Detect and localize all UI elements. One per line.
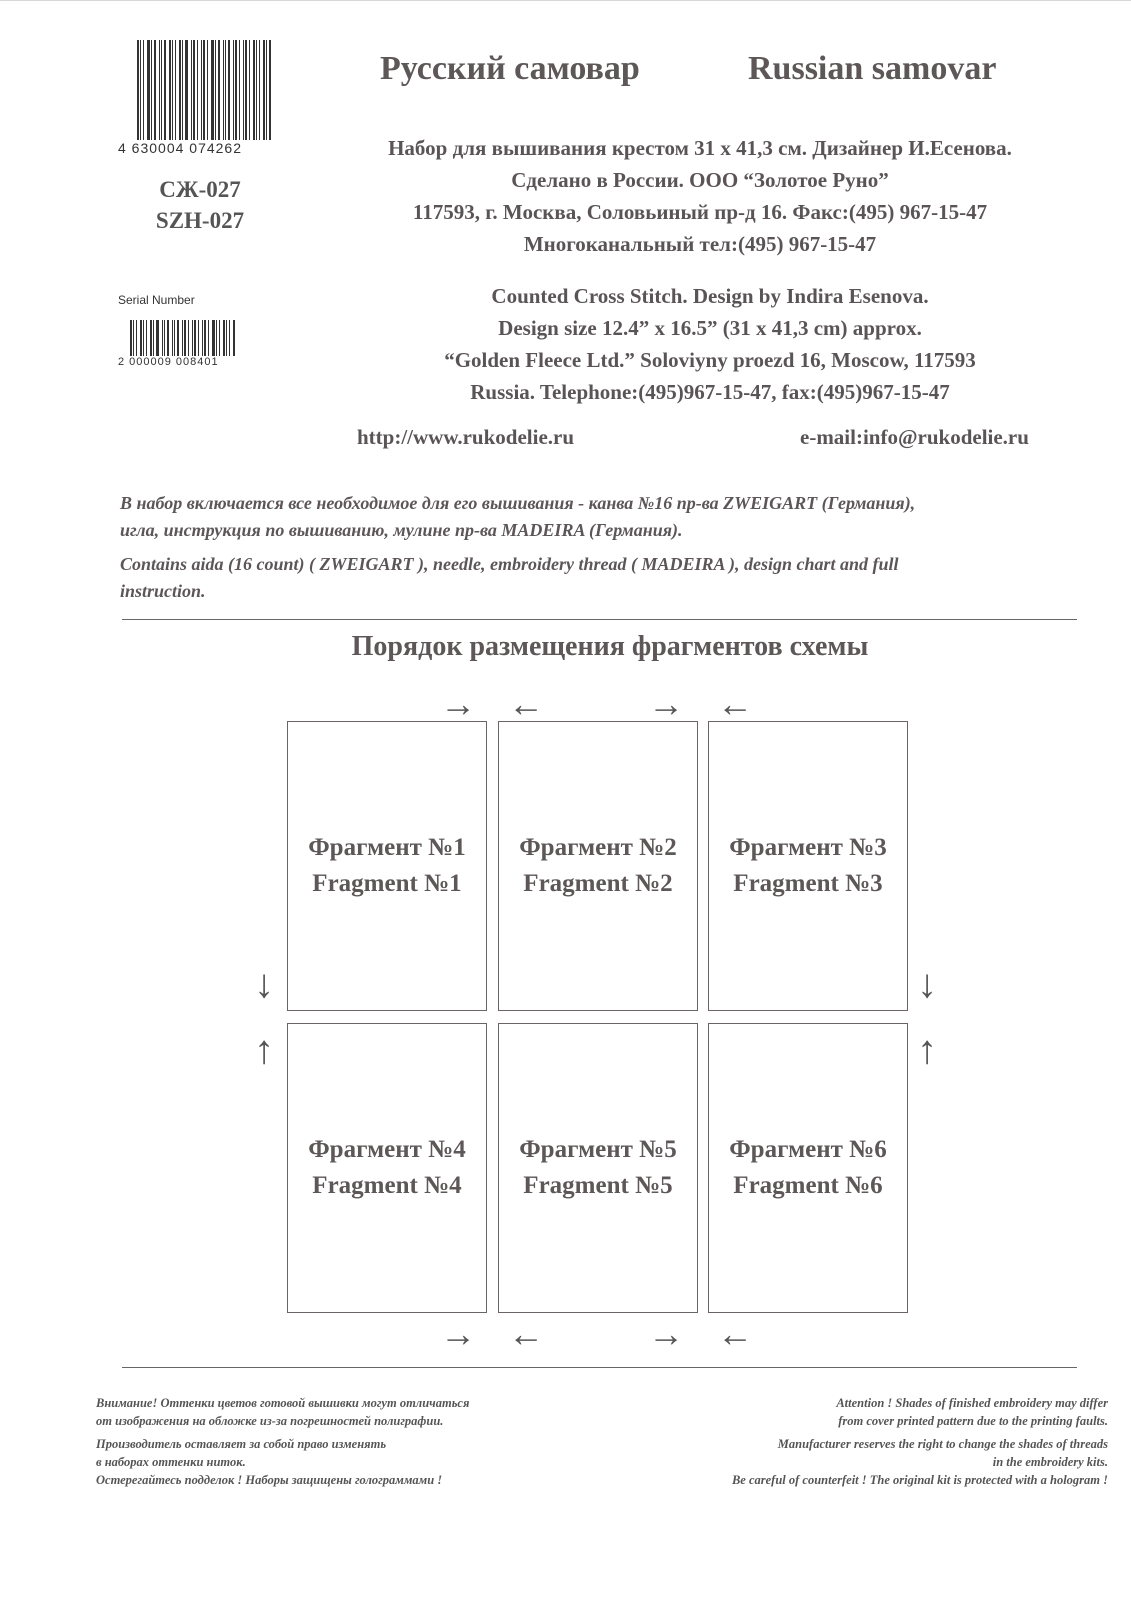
barcode-bar bbox=[136, 320, 137, 356]
barcode-bar bbox=[161, 40, 162, 140]
barcode-bar bbox=[204, 320, 206, 356]
fragment-label-ru: Фрагмент №1 bbox=[308, 834, 466, 861]
note-line: Остерегайтесь подделок ! Наборы защищены голограммами ! bbox=[96, 1473, 443, 1487]
info-en-line: “Golden Fleece Ltd.” Soloviyny proezd 16, Moscow, 117593 bbox=[444, 348, 976, 372]
barcode-bar bbox=[154, 40, 156, 140]
article-code-ru: СЖ-027 bbox=[159, 177, 241, 202]
barcode-bar bbox=[192, 320, 193, 356]
arrow-up-icon: ↑ bbox=[917, 1027, 937, 1072]
arrow-up-icon: ↑ bbox=[254, 1027, 274, 1072]
fragment-2 bbox=[498, 721, 698, 1011]
website-link[interactable]: http://www.rukodelie.ru bbox=[357, 425, 575, 449]
contents-ru bbox=[120, 490, 1100, 544]
note-line: Be careful of counterfeit ! The original kit is protected with a hologram ! bbox=[731, 1473, 1108, 1487]
barcode-bar bbox=[177, 320, 179, 356]
barcode-bar bbox=[169, 40, 172, 140]
barcode-bar bbox=[219, 320, 220, 356]
barcode-bar bbox=[216, 320, 217, 356]
barcode-bar bbox=[185, 40, 188, 140]
barcode-number: 4 630004 074262 bbox=[118, 140, 242, 156]
barcode-bar bbox=[211, 40, 214, 140]
barcode-bar bbox=[133, 320, 134, 356]
fragment-label-en: Fragment №2 bbox=[523, 870, 673, 897]
barcode-bar bbox=[229, 320, 230, 356]
divider-bottom bbox=[122, 1367, 1077, 1368]
barcode-bar bbox=[182, 40, 183, 140]
notes-ru bbox=[96, 1394, 469, 1489]
layout-heading: Порядок размещения фрагментов схемы bbox=[351, 631, 869, 662]
arrow-right-icon: → bbox=[648, 1314, 684, 1354]
serial-barcode bbox=[130, 320, 254, 356]
barcode-bar bbox=[235, 40, 237, 140]
barcode-bar bbox=[164, 320, 165, 356]
arrow-down-icon: ↓ bbox=[254, 961, 274, 1006]
contents-en-line: Contains aida (16 count) ( ZWEIGART ), needle, embroidery thread ( MADEIRA ), design chart and full bbox=[120, 554, 899, 574]
barcode-bar bbox=[212, 320, 215, 356]
barcode-bar bbox=[137, 40, 139, 140]
note-line: в наборах оттенки ниток. bbox=[96, 1455, 246, 1469]
arrow-left-icon: ← bbox=[717, 1314, 753, 1354]
info-ru-line: Набор для вышивания крестом 31 х 41,3 см. Дизайнер И.Есенова. bbox=[388, 136, 1012, 160]
barcode-bar bbox=[193, 40, 195, 140]
barcode-bar bbox=[147, 40, 150, 140]
info-en-block bbox=[310, 280, 1110, 408]
barcode-bar bbox=[218, 40, 220, 140]
barcode-bar bbox=[174, 320, 175, 356]
barcode-bar bbox=[203, 40, 205, 140]
barcode-bar bbox=[207, 40, 208, 140]
barcode-bar bbox=[143, 320, 144, 356]
barcode-bar bbox=[259, 40, 260, 140]
barcode-bar bbox=[150, 320, 152, 356]
barcode-bar bbox=[223, 40, 224, 140]
barcode-bar bbox=[143, 40, 144, 140]
contents-en bbox=[120, 551, 1100, 605]
barcode-bar bbox=[263, 40, 265, 140]
barcode-bar bbox=[225, 40, 226, 140]
barcode-bar bbox=[175, 40, 176, 140]
barcode-bar bbox=[269, 40, 271, 140]
info-ru-line: Сделано в России. ООО “Золотое Руно” bbox=[511, 168, 889, 192]
fragment-4 bbox=[287, 1023, 487, 1313]
barcode-bar bbox=[162, 320, 163, 356]
barcode-bar bbox=[172, 320, 173, 356]
email-link[interactable]: e-mail:info@rukodelie.ru bbox=[800, 425, 1029, 449]
barcode-bar bbox=[164, 40, 166, 140]
barcode-bar bbox=[223, 320, 225, 356]
barcode-bar bbox=[167, 320, 169, 356]
barcode-bar bbox=[159, 40, 160, 140]
barcode-bar bbox=[239, 40, 240, 140]
arrow-down-icon: ↓ bbox=[917, 961, 937, 1006]
barcode-bar bbox=[243, 40, 244, 140]
notes-en bbox=[732, 1394, 1108, 1489]
note-line: Attention ! Shades of finished embroidery may differ bbox=[836, 1396, 1108, 1410]
serial-number: 2 000009 008401 bbox=[118, 356, 219, 368]
barcode-bar bbox=[233, 40, 234, 140]
barcode-bar bbox=[182, 320, 183, 356]
page-top-edge bbox=[0, 0, 1131, 2]
fragment-label-ru: Фрагмент №3 bbox=[729, 834, 887, 861]
barcode-bar bbox=[140, 320, 142, 356]
contents-ru-line: игла, инструкция по вышиванию, мулине пр-ва MADEIRA (Германия). bbox=[120, 520, 683, 540]
barcode-bar bbox=[153, 320, 154, 356]
barcode-bar bbox=[146, 320, 147, 356]
barcode-bar bbox=[184, 320, 186, 356]
note-line: from cover printed pattern due to the printing faults. bbox=[838, 1414, 1108, 1428]
info-en-line: Design size 12.4” x 16.5” (31 x 41,3 cm) approx. bbox=[498, 316, 922, 340]
barcode-bar bbox=[233, 320, 235, 356]
barcode-bar bbox=[140, 40, 141, 140]
arrow-right-icon: → bbox=[440, 684, 476, 724]
barcode-bar bbox=[201, 40, 202, 140]
barcode-bar bbox=[198, 320, 199, 356]
title-ru: Русский самовар bbox=[380, 50, 640, 87]
barcode-bar bbox=[256, 40, 257, 140]
note-line: Производитель оставляет за собой право изменять bbox=[96, 1437, 387, 1451]
info-en-line: Russia. Telephone:(495)967-15-47, fax:(495)967-15-47 bbox=[470, 380, 950, 404]
barcode-bar bbox=[266, 40, 267, 140]
barcode-bar bbox=[253, 40, 255, 140]
barcode-bar bbox=[151, 40, 152, 140]
fragment-label-ru: Фрагмент №6 bbox=[729, 1136, 887, 1163]
barcode-bar bbox=[215, 40, 216, 140]
barcode-bar bbox=[130, 320, 132, 356]
fragment-3 bbox=[708, 721, 908, 1011]
barcode-bar bbox=[249, 40, 250, 140]
barcode-bar bbox=[245, 40, 248, 140]
serial-number-label: Serial Number bbox=[118, 293, 195, 307]
note-line: от изображения на обложке из-за погрешностей полиграфии. bbox=[96, 1414, 444, 1428]
fragment-label-en: Fragment №4 bbox=[312, 1172, 462, 1199]
product-barcode bbox=[137, 40, 274, 140]
arrow-right-icon: → bbox=[440, 1314, 476, 1354]
info-ru-line: 117593, г. Москва, Соловьиный пр-д 16. Факс:(495) 967-15-47 bbox=[412, 200, 988, 224]
fragment-5 bbox=[498, 1023, 698, 1313]
arrow-left-icon: ← bbox=[508, 684, 544, 724]
barcode-bar bbox=[179, 40, 181, 140]
arrow-left-icon: ← bbox=[508, 1314, 544, 1354]
article-code-en: SZH-027 bbox=[155, 208, 245, 233]
barcode-bar bbox=[191, 40, 192, 140]
note-line: Внимание! Оттенки цветов готовой вышивки могут отличаться bbox=[96, 1396, 470, 1410]
fragment-label-en: Fragment №5 bbox=[523, 1172, 673, 1199]
fragment-label-ru: Фрагмент №4 bbox=[308, 1136, 466, 1163]
fragment-6 bbox=[708, 1023, 908, 1313]
barcode-bar bbox=[226, 320, 227, 356]
fragment-label-en: Fragment №6 bbox=[733, 1172, 883, 1199]
barcode-bar bbox=[188, 320, 189, 356]
fragment-label-ru: Фрагмент №2 bbox=[519, 834, 677, 861]
barcode-bar bbox=[208, 320, 209, 356]
arrow-right-icon: → bbox=[648, 684, 684, 724]
info-ru-block bbox=[300, 132, 1100, 260]
fragment-label-en: Fragment №1 bbox=[312, 870, 462, 897]
divider-top bbox=[122, 619, 1077, 620]
fragment-label-ru: Фрагмент №5 bbox=[519, 1136, 677, 1163]
fragment-label-en: Fragment №3 bbox=[733, 870, 883, 897]
barcode-bar bbox=[194, 320, 196, 356]
info-ru-line: Многоканальный тел:(495) 967-15-47 bbox=[523, 232, 877, 256]
note-line: Manufacturer reserves the right to change the shades of threads bbox=[777, 1437, 1108, 1451]
barcode-bar bbox=[228, 40, 230, 140]
contents-ru-line: В набор включается все необходимое для его вышивания - канва №16 пр-ва ZWEIGART (Германия), bbox=[120, 493, 916, 513]
info-en-line: Counted Cross Stitch. Design by Indira Esenova. bbox=[491, 284, 929, 308]
fragment-1 bbox=[287, 721, 487, 1011]
barcode-bar bbox=[172, 40, 173, 140]
barcode-bar bbox=[197, 40, 198, 140]
barcode-bar bbox=[156, 320, 159, 356]
barcode-bar bbox=[202, 320, 203, 356]
title-en: Russian samovar bbox=[748, 50, 997, 87]
arrow-left-icon: ← bbox=[717, 684, 753, 724]
note-line: in the embroidery kits. bbox=[992, 1455, 1108, 1469]
contents-en-line: instruction. bbox=[120, 581, 206, 601]
